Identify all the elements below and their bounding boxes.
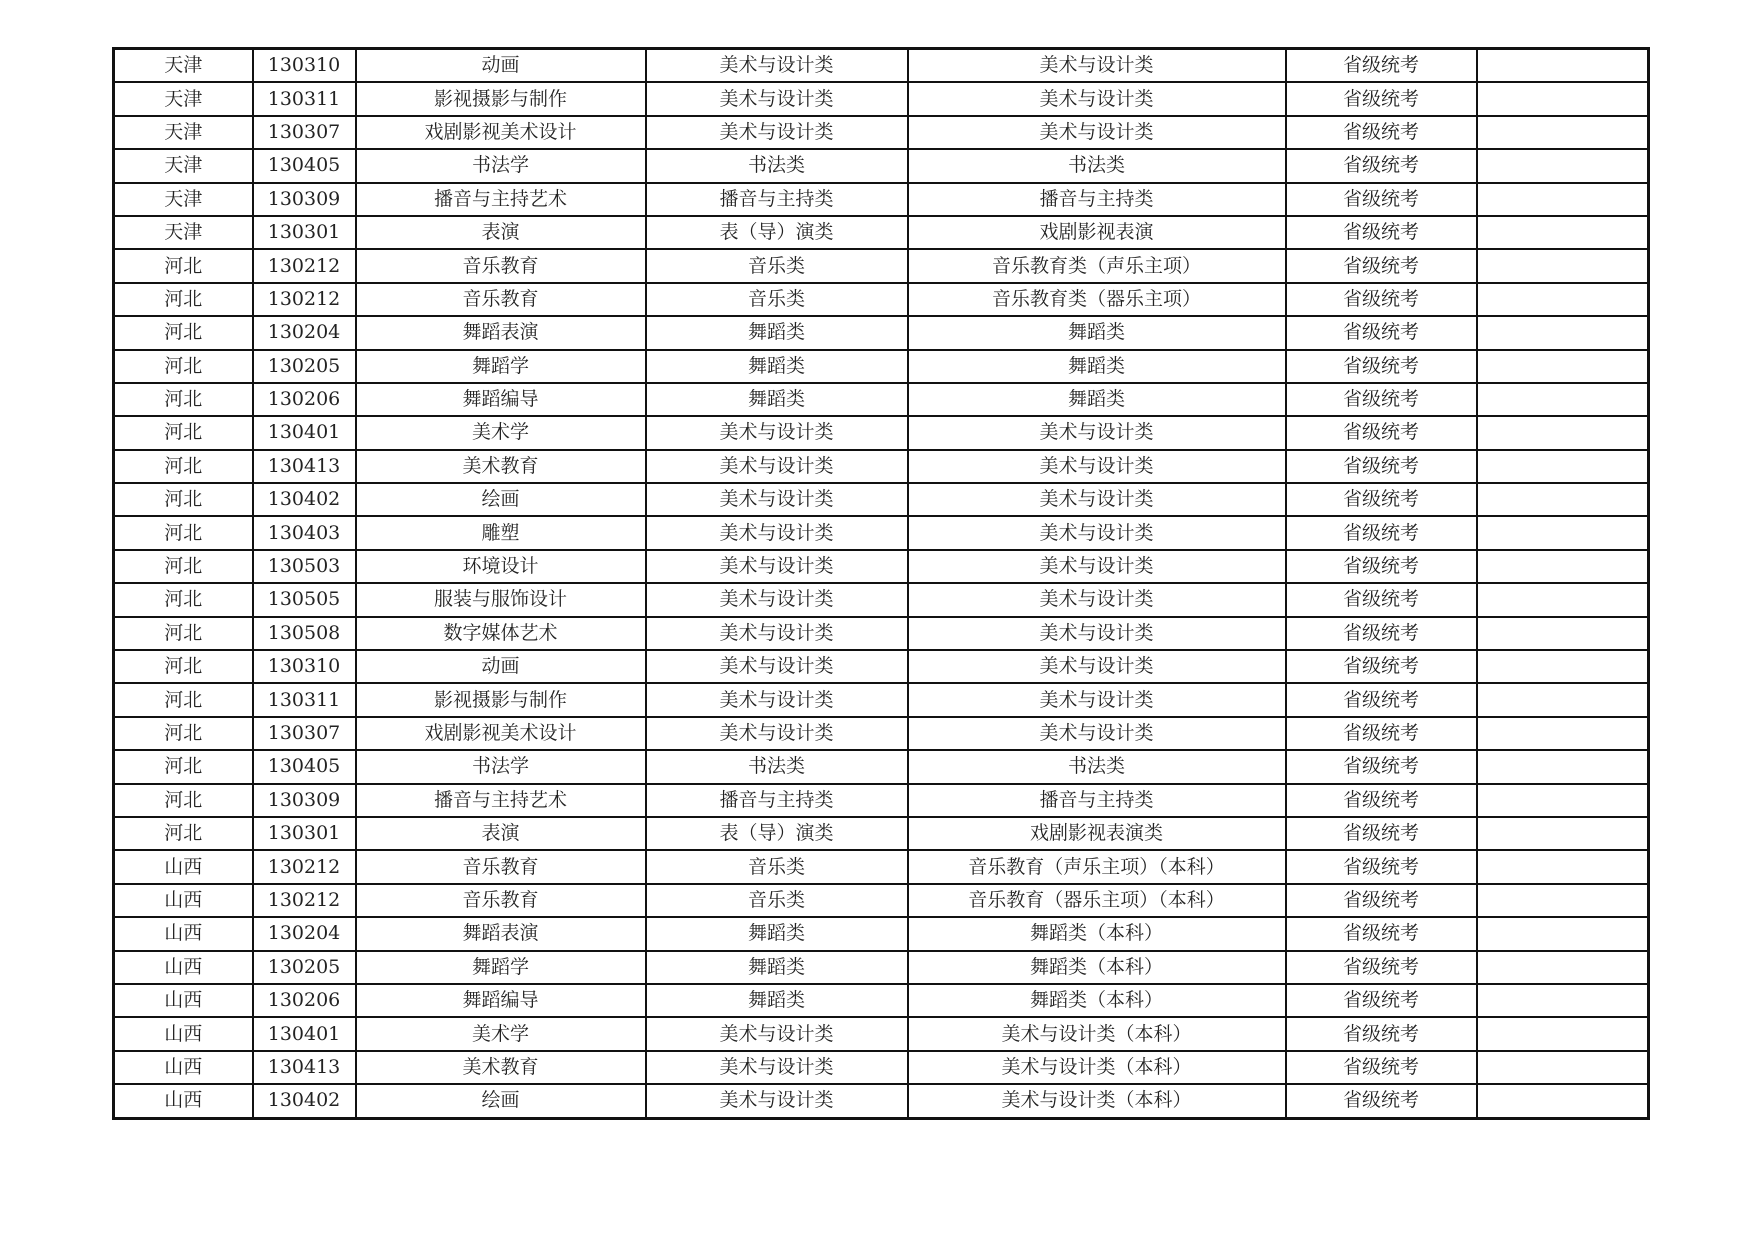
exam-type-cell: 省级统考: [1286, 850, 1477, 883]
exam-subcategory-cell: 美术与设计类: [908, 617, 1286, 650]
exam-subcategory-cell: 美术与设计类: [908, 516, 1286, 549]
province-cell: 天津: [114, 49, 253, 83]
exam-category-cell: 播音与主持类: [646, 183, 908, 216]
major-name-cell: 绘画: [356, 483, 646, 516]
province-cell: 河北: [114, 450, 253, 483]
exam-type-cell: 省级统考: [1286, 383, 1477, 416]
major-code-cell: 130505: [253, 583, 356, 616]
exam-type-cell: 省级统考: [1286, 550, 1477, 583]
major-name-cell: 播音与主持艺术: [356, 784, 646, 817]
table-row: [114, 183, 1649, 216]
table-row: [114, 1051, 1649, 1084]
table-row: [114, 1084, 1649, 1118]
notes-cell: [1477, 583, 1649, 616]
province-cell: 天津: [114, 216, 253, 249]
major-code-cell: 130310: [253, 650, 356, 683]
table-row: [114, 450, 1649, 483]
exam-category-cell: 美术与设计类: [646, 650, 908, 683]
exam-subcategory-cell: 美术与设计类: [908, 683, 1286, 716]
exam-type-cell: 省级统考: [1286, 917, 1477, 950]
table-row: [114, 717, 1649, 750]
table-row: [114, 917, 1649, 950]
notes-cell: [1477, 316, 1649, 349]
exam-type-cell: 省级统考: [1286, 450, 1477, 483]
major-code-cell: 130307: [253, 116, 356, 149]
exam-subcategory-cell: 美术与设计类（本科）: [908, 1017, 1286, 1050]
major-code-cell: 130401: [253, 416, 356, 449]
province-cell: 天津: [114, 183, 253, 216]
province-cell: 河北: [114, 650, 253, 683]
exam-type-cell: 省级统考: [1286, 717, 1477, 750]
major-code-cell: 130503: [253, 550, 356, 583]
major-name-cell: 舞蹈表演: [356, 316, 646, 349]
notes-cell: [1477, 750, 1649, 783]
table-row: [114, 49, 1649, 83]
province-cell: 山西: [114, 884, 253, 917]
province-cell: 山西: [114, 1017, 253, 1050]
exam-category-cell: 美术与设计类: [646, 416, 908, 449]
major-name-cell: 绘画: [356, 1084, 646, 1118]
major-code-cell: 130206: [253, 383, 356, 416]
exam-type-cell: 省级统考: [1286, 984, 1477, 1017]
exam-category-cell: 书法类: [646, 750, 908, 783]
exam-type-cell: 省级统考: [1286, 951, 1477, 984]
province-cell: 河北: [114, 350, 253, 383]
major-name-cell: 美术学: [356, 416, 646, 449]
table-row: [114, 350, 1649, 383]
province-cell: 山西: [114, 1084, 253, 1118]
notes-cell: [1477, 917, 1649, 950]
province-cell: 河北: [114, 583, 253, 616]
exam-subcategory-cell: 美术与设计类: [908, 550, 1286, 583]
exam-category-cell: 舞蹈类: [646, 917, 908, 950]
exam-type-cell: 省级统考: [1286, 316, 1477, 349]
major-code-cell: 130403: [253, 516, 356, 549]
notes-cell: [1477, 817, 1649, 850]
major-code-cell: 130204: [253, 917, 356, 950]
major-code-cell: 130301: [253, 216, 356, 249]
exam-type-cell: 省级统考: [1286, 49, 1477, 83]
table-row: [114, 683, 1649, 716]
exam-category-cell: 美术与设计类: [646, 1051, 908, 1084]
exam-type-cell: 省级统考: [1286, 750, 1477, 783]
major-name-cell: 舞蹈学: [356, 951, 646, 984]
table-row: [114, 850, 1649, 883]
notes-cell: [1477, 550, 1649, 583]
notes-cell: [1477, 1084, 1649, 1118]
notes-cell: [1477, 49, 1649, 83]
major-name-cell: 舞蹈表演: [356, 917, 646, 950]
notes-cell: [1477, 850, 1649, 883]
table-row: [114, 817, 1649, 850]
exam-type-cell: 省级统考: [1286, 216, 1477, 249]
exam-type-cell: 省级统考: [1286, 784, 1477, 817]
exam-subcategory-cell: 美术与设计类: [908, 116, 1286, 149]
major-code-cell: 130212: [253, 850, 356, 883]
exam-type-cell: 省级统考: [1286, 1051, 1477, 1084]
notes-cell: [1477, 984, 1649, 1017]
exam-type-cell: 省级统考: [1286, 1017, 1477, 1050]
table-row: [114, 249, 1649, 282]
notes-cell: [1477, 216, 1649, 249]
exam-category-cell: 表（导）演类: [646, 817, 908, 850]
table-row: [114, 617, 1649, 650]
province-cell: 山西: [114, 1051, 253, 1084]
notes-cell: [1477, 283, 1649, 316]
exam-subcategory-cell: 美术与设计类: [908, 416, 1286, 449]
major-code-cell: 130401: [253, 1017, 356, 1050]
exam-category-cell: 书法类: [646, 149, 908, 182]
exam-category-cell: 音乐类: [646, 884, 908, 917]
province-cell: 河北: [114, 483, 253, 516]
table-row: [114, 1017, 1649, 1050]
exam-type-cell: 省级统考: [1286, 817, 1477, 850]
table-row: [114, 516, 1649, 549]
exam-category-cell: 音乐类: [646, 249, 908, 282]
exam-category-cell: 美术与设计类: [646, 516, 908, 549]
major-code-cell: 130212: [253, 283, 356, 316]
notes-cell: [1477, 1051, 1649, 1084]
table-row: [114, 283, 1649, 316]
exam-category-cell: 舞蹈类: [646, 350, 908, 383]
major-code-cell: 130309: [253, 183, 356, 216]
exam-category-cell: 美术与设计类: [646, 450, 908, 483]
exam-subcategory-cell: 音乐教育类（器乐主项）: [908, 283, 1286, 316]
exam-type-cell: 省级统考: [1286, 149, 1477, 182]
table-row: [114, 951, 1649, 984]
major-name-cell: 音乐教育: [356, 850, 646, 883]
major-name-cell: 雕塑: [356, 516, 646, 549]
major-name-cell: 美术教育: [356, 450, 646, 483]
exam-subcategory-cell: 音乐教育（器乐主项）（本科）: [908, 884, 1286, 917]
major-name-cell: 戏剧影视美术设计: [356, 717, 646, 750]
exam-type-cell: 省级统考: [1286, 516, 1477, 549]
notes-cell: [1477, 350, 1649, 383]
exam-type-cell: 省级统考: [1286, 583, 1477, 616]
major-code-cell: 130402: [253, 483, 356, 516]
major-code-cell: 130405: [253, 149, 356, 182]
exam-category-cell: 美术与设计类: [646, 550, 908, 583]
exam-subcategory-cell: 播音与主持类: [908, 183, 1286, 216]
exam-type-cell: 省级统考: [1286, 350, 1477, 383]
major-code-cell: 130311: [253, 683, 356, 716]
province-cell: 河北: [114, 683, 253, 716]
major-name-cell: 舞蹈编导: [356, 383, 646, 416]
exam-subcategory-cell: 美术与设计类: [908, 583, 1286, 616]
province-cell: 河北: [114, 416, 253, 449]
major-code-cell: 130204: [253, 316, 356, 349]
major-name-cell: 美术教育: [356, 1051, 646, 1084]
province-cell: 河北: [114, 316, 253, 349]
exam-subcategory-cell: 舞蹈类（本科）: [908, 984, 1286, 1017]
table-row: [114, 82, 1649, 115]
exam-subcategory-cell: 舞蹈类: [908, 316, 1286, 349]
exam-category-cell: 舞蹈类: [646, 316, 908, 349]
table-row: [114, 216, 1649, 249]
table-row: [114, 316, 1649, 349]
province-cell: 河北: [114, 617, 253, 650]
exam-category-cell: 舞蹈类: [646, 951, 908, 984]
major-code-cell: 130205: [253, 951, 356, 984]
major-name-cell: 环境设计: [356, 550, 646, 583]
major-name-cell: 表演: [356, 216, 646, 249]
province-cell: 河北: [114, 817, 253, 850]
major-code-cell: 130212: [253, 884, 356, 917]
exam-subcategory-cell: 舞蹈类（本科）: [908, 917, 1286, 950]
exam-type-cell: 省级统考: [1286, 116, 1477, 149]
exam-category-cell: 美术与设计类: [646, 1017, 908, 1050]
table-row: [114, 583, 1649, 616]
province-cell: 河北: [114, 717, 253, 750]
exam-subcategory-cell: 戏剧影视表演类: [908, 817, 1286, 850]
notes-cell: [1477, 884, 1649, 917]
table-row: [114, 750, 1649, 783]
notes-cell: [1477, 1017, 1649, 1050]
exam-type-cell: 省级统考: [1286, 82, 1477, 115]
notes-cell: [1477, 116, 1649, 149]
major-name-cell: 播音与主持艺术: [356, 183, 646, 216]
major-code-cell: 130301: [253, 817, 356, 850]
province-cell: 河北: [114, 249, 253, 282]
table-row: [114, 650, 1649, 683]
exam-category-cell: 美术与设计类: [646, 583, 908, 616]
major-name-cell: 表演: [356, 817, 646, 850]
exam-subcategory-cell: 舞蹈类: [908, 350, 1286, 383]
exam-category-cell: 表（导）演类: [646, 216, 908, 249]
major-name-cell: 音乐教育: [356, 283, 646, 316]
major-name-cell: 书法学: [356, 149, 646, 182]
exam-category-cell: 美术与设计类: [646, 49, 908, 83]
major-code-cell: 130413: [253, 450, 356, 483]
major-code-cell: 130309: [253, 784, 356, 817]
table-row: [114, 383, 1649, 416]
major-code-cell: 130307: [253, 717, 356, 750]
table-row: [114, 149, 1649, 182]
notes-cell: [1477, 183, 1649, 216]
major-name-cell: 动画: [356, 49, 646, 83]
exam-subcategory-cell: 舞蹈类（本科）: [908, 951, 1286, 984]
notes-cell: [1477, 617, 1649, 650]
major-name-cell: 舞蹈学: [356, 350, 646, 383]
notes-cell: [1477, 717, 1649, 750]
exam-subcategory-cell: 美术与设计类: [908, 450, 1286, 483]
exam-type-cell: 省级统考: [1286, 1084, 1477, 1118]
exam-subcategory-cell: 美术与设计类: [908, 49, 1286, 83]
major-name-cell: 服装与服饰设计: [356, 583, 646, 616]
province-cell: 河北: [114, 516, 253, 549]
exam-category-cell: 美术与设计类: [646, 1084, 908, 1118]
notes-cell: [1477, 683, 1649, 716]
province-cell: 河北: [114, 750, 253, 783]
exam-subcategory-cell: 书法类: [908, 750, 1286, 783]
exam-category-cell: 舞蹈类: [646, 984, 908, 1017]
province-cell: 山西: [114, 917, 253, 950]
notes-cell: [1477, 249, 1649, 282]
province-cell: 山西: [114, 850, 253, 883]
major-code-cell: 130405: [253, 750, 356, 783]
province-cell: 山西: [114, 951, 253, 984]
major-name-cell: 数字媒体艺术: [356, 617, 646, 650]
exam-subcategory-cell: 美术与设计类（本科）: [908, 1084, 1286, 1118]
notes-cell: [1477, 951, 1649, 984]
table-row: [114, 884, 1649, 917]
notes-cell: [1477, 82, 1649, 115]
exam-type-cell: 省级统考: [1286, 884, 1477, 917]
exam-subcategory-cell: 音乐教育类（声乐主项）: [908, 249, 1286, 282]
exam-category-cell: 美术与设计类: [646, 717, 908, 750]
major-name-cell: 音乐教育: [356, 884, 646, 917]
table-row: [114, 416, 1649, 449]
exam-subcategory-cell: 美术与设计类: [908, 82, 1286, 115]
notes-cell: [1477, 516, 1649, 549]
notes-cell: [1477, 483, 1649, 516]
notes-cell: [1477, 416, 1649, 449]
major-name-cell: 影视摄影与制作: [356, 683, 646, 716]
major-code-cell: 130206: [253, 984, 356, 1017]
major-name-cell: 书法学: [356, 750, 646, 783]
major-name-cell: 影视摄影与制作: [356, 82, 646, 115]
exam-type-cell: 省级统考: [1286, 283, 1477, 316]
exam-type-cell: 省级统考: [1286, 416, 1477, 449]
exam-category-cell: 美术与设计类: [646, 116, 908, 149]
exam-subcategory-cell: 播音与主持类: [908, 784, 1286, 817]
exam-type-cell: 省级统考: [1286, 483, 1477, 516]
table-row: [114, 550, 1649, 583]
exam-subcategory-cell: 书法类: [908, 149, 1286, 182]
notes-cell: [1477, 149, 1649, 182]
major-name-cell: 戏剧影视美术设计: [356, 116, 646, 149]
major-code-cell: 130205: [253, 350, 356, 383]
major-code-cell: 130508: [253, 617, 356, 650]
table-body: [114, 49, 1649, 1119]
exam-category-cell: 舞蹈类: [646, 383, 908, 416]
exam-type-cell: 省级统考: [1286, 617, 1477, 650]
major-name-cell: 音乐教育: [356, 249, 646, 282]
exam-subcategory-cell: 美术与设计类（本科）: [908, 1051, 1286, 1084]
notes-cell: [1477, 650, 1649, 683]
exam-category-cell: 美术与设计类: [646, 82, 908, 115]
notes-cell: [1477, 383, 1649, 416]
province-cell: 河北: [114, 283, 253, 316]
major-name-cell: 舞蹈编导: [356, 984, 646, 1017]
exam-type-cell: 省级统考: [1286, 683, 1477, 716]
province-cell: 天津: [114, 116, 253, 149]
table-row: [114, 984, 1649, 1017]
admissions-table: [112, 47, 1650, 1120]
major-code-cell: 130310: [253, 49, 356, 83]
province-cell: 河北: [114, 550, 253, 583]
exam-subcategory-cell: 音乐教育（声乐主项）（本科）: [908, 850, 1286, 883]
exam-category-cell: 播音与主持类: [646, 784, 908, 817]
major-code-cell: 130402: [253, 1084, 356, 1118]
exam-subcategory-cell: 美术与设计类: [908, 717, 1286, 750]
exam-category-cell: 音乐类: [646, 283, 908, 316]
exam-category-cell: 音乐类: [646, 850, 908, 883]
exam-subcategory-cell: 舞蹈类: [908, 383, 1286, 416]
province-cell: 山西: [114, 984, 253, 1017]
notes-cell: [1477, 450, 1649, 483]
table-row: [114, 116, 1649, 149]
exam-category-cell: 美术与设计类: [646, 683, 908, 716]
province-cell: 天津: [114, 149, 253, 182]
province-cell: 天津: [114, 82, 253, 115]
province-cell: 河北: [114, 784, 253, 817]
exam-type-cell: 省级统考: [1286, 249, 1477, 282]
major-name-cell: 动画: [356, 650, 646, 683]
major-name-cell: 美术学: [356, 1017, 646, 1050]
exam-category-cell: 美术与设计类: [646, 483, 908, 516]
exam-subcategory-cell: 戏剧影视表演: [908, 216, 1286, 249]
notes-cell: [1477, 784, 1649, 817]
major-code-cell: 130413: [253, 1051, 356, 1084]
exam-type-cell: 省级统考: [1286, 183, 1477, 216]
major-code-cell: 130212: [253, 249, 356, 282]
exam-category-cell: 美术与设计类: [646, 617, 908, 650]
major-code-cell: 130311: [253, 82, 356, 115]
table-row: [114, 784, 1649, 817]
table-row: [114, 483, 1649, 516]
exam-subcategory-cell: 美术与设计类: [908, 483, 1286, 516]
exam-subcategory-cell: 美术与设计类: [908, 650, 1286, 683]
exam-type-cell: 省级统考: [1286, 650, 1477, 683]
province-cell: 河北: [114, 383, 253, 416]
